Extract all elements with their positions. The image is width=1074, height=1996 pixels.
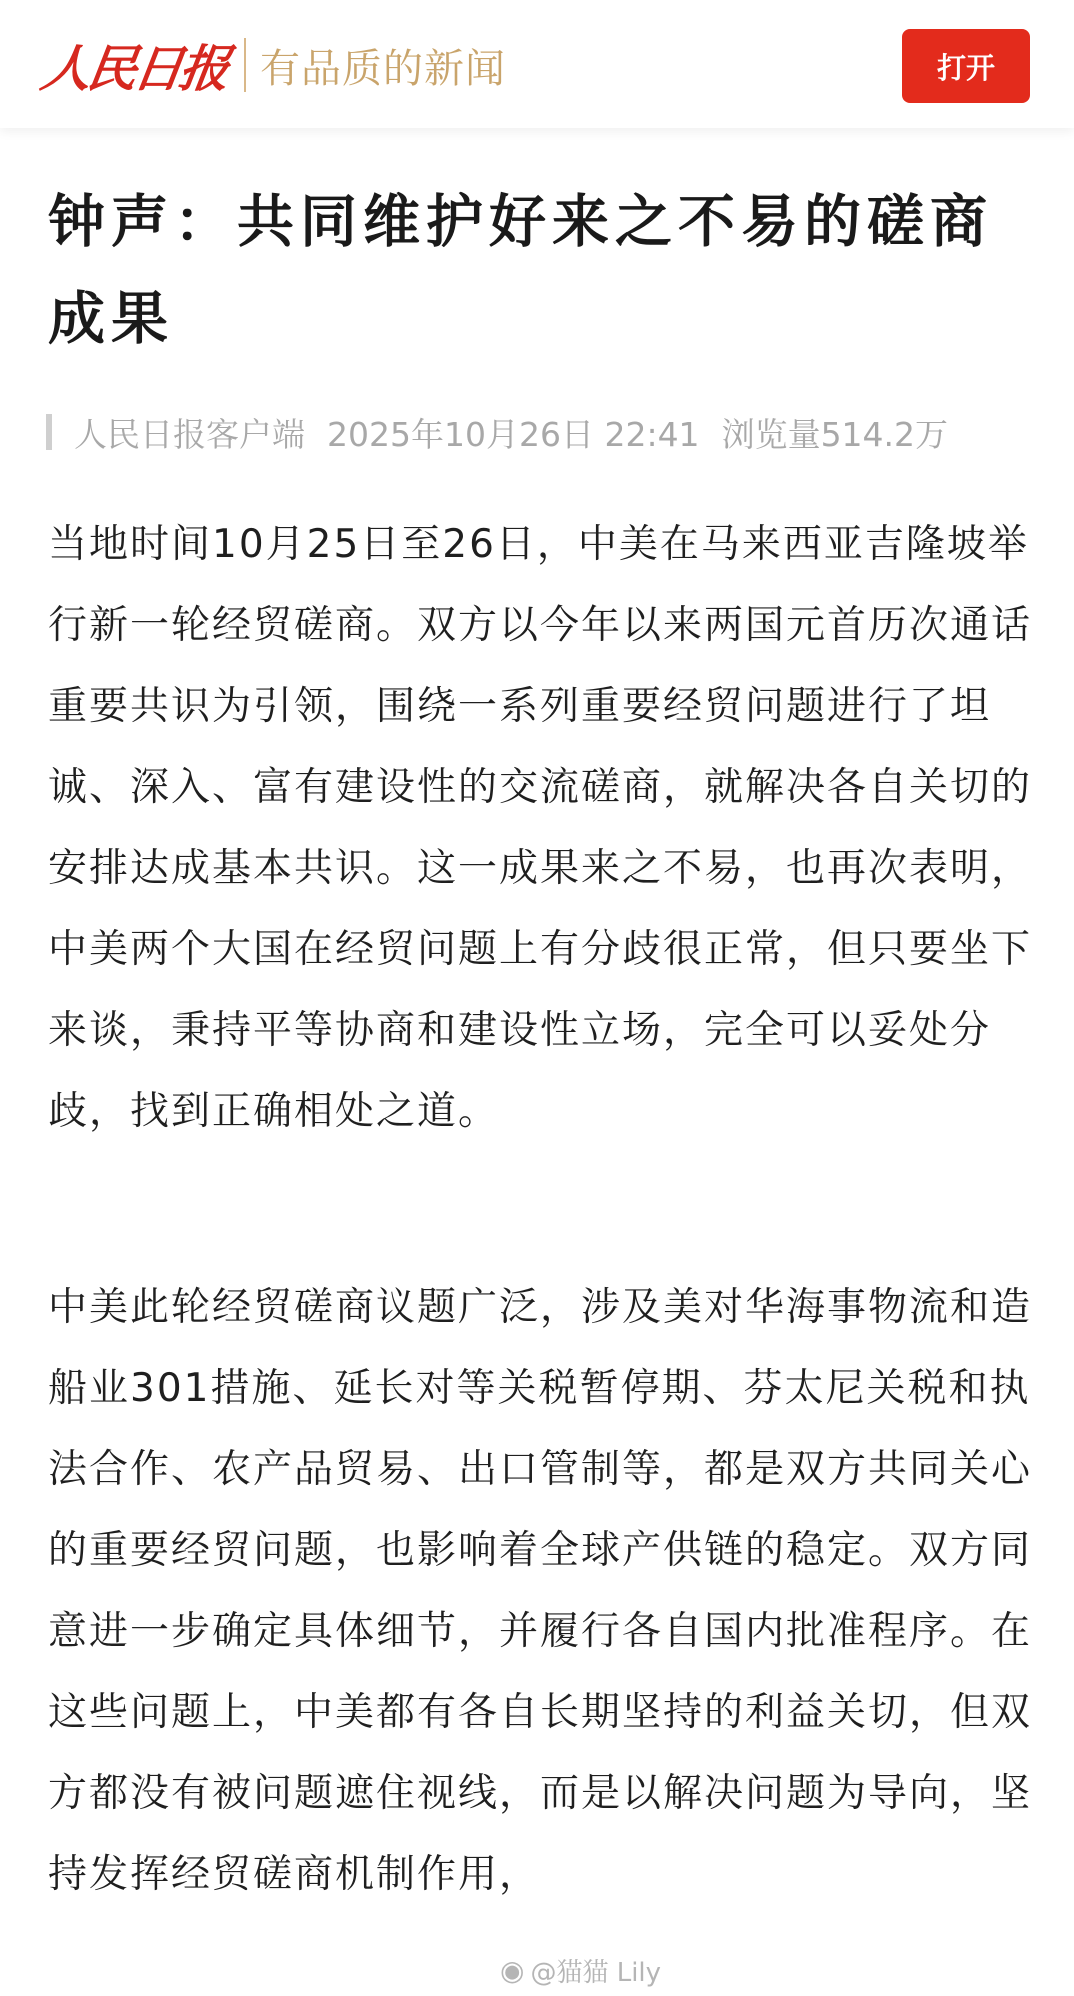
article-views: 浏览量514.2万 bbox=[721, 414, 949, 454]
article-paragraph-1: 当地时间10月25日至26日，中美在马来西亚吉隆坡举行新一轮经贸磋商。双方以今年以来两国元首历次通话重要共识为引领，围绕一系列重要经贸问题进行了坦诚、深入、富有建设性的交流磋商，就解决各自关切的安排达成基本共识。这一成果来之不易，也再次表明，中美两个大国在经贸问题上有分歧很正常，但只要坐下来谈，秉持平等协商和建设性立场，完全可以妥处分歧，找到正确相处之道。 bbox=[48, 522, 1033, 1134]
logo-slogan: 有品质的新闻 bbox=[260, 45, 506, 92]
article-date: 2025年10月26日 22:41 bbox=[327, 414, 700, 454]
weibo-icon: ◉ bbox=[500, 1954, 525, 1987]
meta-accent-bar bbox=[46, 414, 52, 450]
article-paragraph-2: 中美此轮经贸磋商议题广泛，涉及美对华海事物流和造船业301措施、延长对等关税暂停期、芬太尼关税和执法合作、农产品贸易、出口管制等，都是双方共同关心的重要经贸问题，也影响着全球产供链的稳定。双方同意进一步确定具体细节，并履行各自国内批准程序。在这些问题上，中美都有各自长期坚持的利益关切，但双方都没有被问题遮住视线，而是以解决问题为导向，坚持发挥经贸磋商机制作用， bbox=[48, 1285, 1033, 1897]
weibo-watermark bbox=[500, 1952, 661, 1989]
article-title: 钟声：共同维护好来之不易的磋商成果 bbox=[48, 189, 993, 352]
article-source: 人民日报客户端 bbox=[74, 414, 305, 454]
watermark-text: @猫猫 Lily bbox=[530, 1958, 662, 1988]
app-header bbox=[0, 0, 1074, 128]
logo-divider bbox=[244, 38, 246, 92]
open-app-button[interactable]: 打开 bbox=[902, 29, 1030, 103]
article-meta bbox=[46, 408, 948, 456]
logo-wordmark: 人民日报 bbox=[37, 39, 230, 98]
brand-logo[interactable] bbox=[37, 30, 506, 100]
